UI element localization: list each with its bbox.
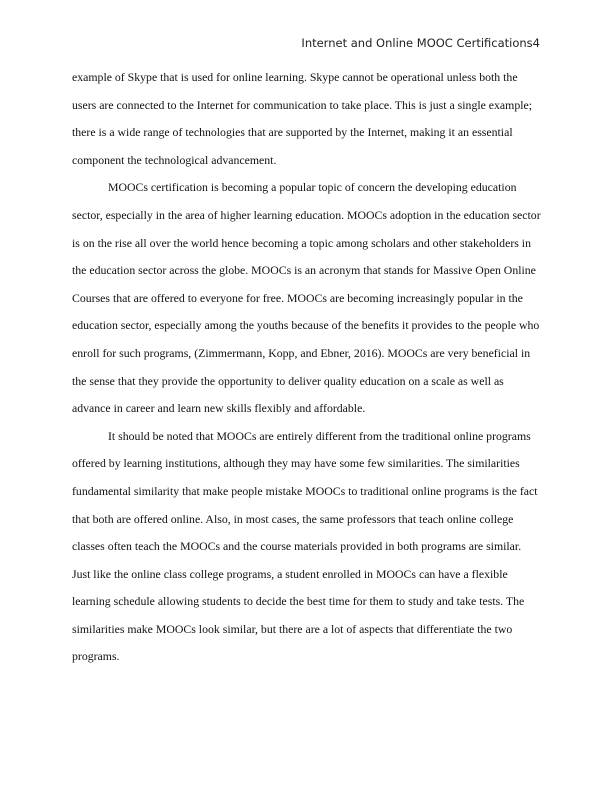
paragraph-moocs-certification: MOOCs certification is becoming a popular topic of concern the developing education sector, especially in the area of higher learning education. MOOCs adoption in the education sector is on the rise all over the world hence becoming a topic among scholars and other stakeholders in the education sector across the globe. MOOCs is an acronym that stands for Massive Open Online Courses that are offered to everyone for free. MOOCs are becoming increasingly popular in the education sector, especially among the youths because of the benefits it provides to the people who enroll for such programs, (Zimmermann, Kopp, and Ebner, 2016). MOOCs are very beneficial in the sense that they provide the opportunity to deliver quality education on a scale as well as advance in career and learn new skills flexibly and affordable. bbox=[72, 180, 541, 416]
paragraph-moocs-differences: It should be noted that MOOCs are entirely different from the traditional online programs offered by learning institutions, although they may have some few similarities. The similarities fundamental similarity that make people mistake MOOCs to traditional online programs is the fact that both are offered online. Also, in most cases, the same professors that teach online college classes often teach the MOOCs and the course materials provided in both programs are similar. Just like the online class college programs, a student enrolled in MOOCs can have a flexible learning schedule allowing students to decide the best time for them to study and take tests. The similarities make MOOCs look similar, but there are a lot of aspects that differentiate the two programs. bbox=[72, 428, 538, 664]
document-body bbox=[72, 64, 542, 671]
paragraph-continuation: example of Skype that is used for online learning. Skype cannot be operational unless both the users are connected to the Internet for communication to take place. This is just a single example; there is a wide range of technologies that are supported by the Internet, making it an essential component the technological advancement. bbox=[72, 70, 533, 167]
running-title: Internet and Online MOOC Certifications bbox=[301, 36, 533, 50]
page-number: 4 bbox=[532, 36, 540, 50]
running-header bbox=[301, 36, 540, 50]
